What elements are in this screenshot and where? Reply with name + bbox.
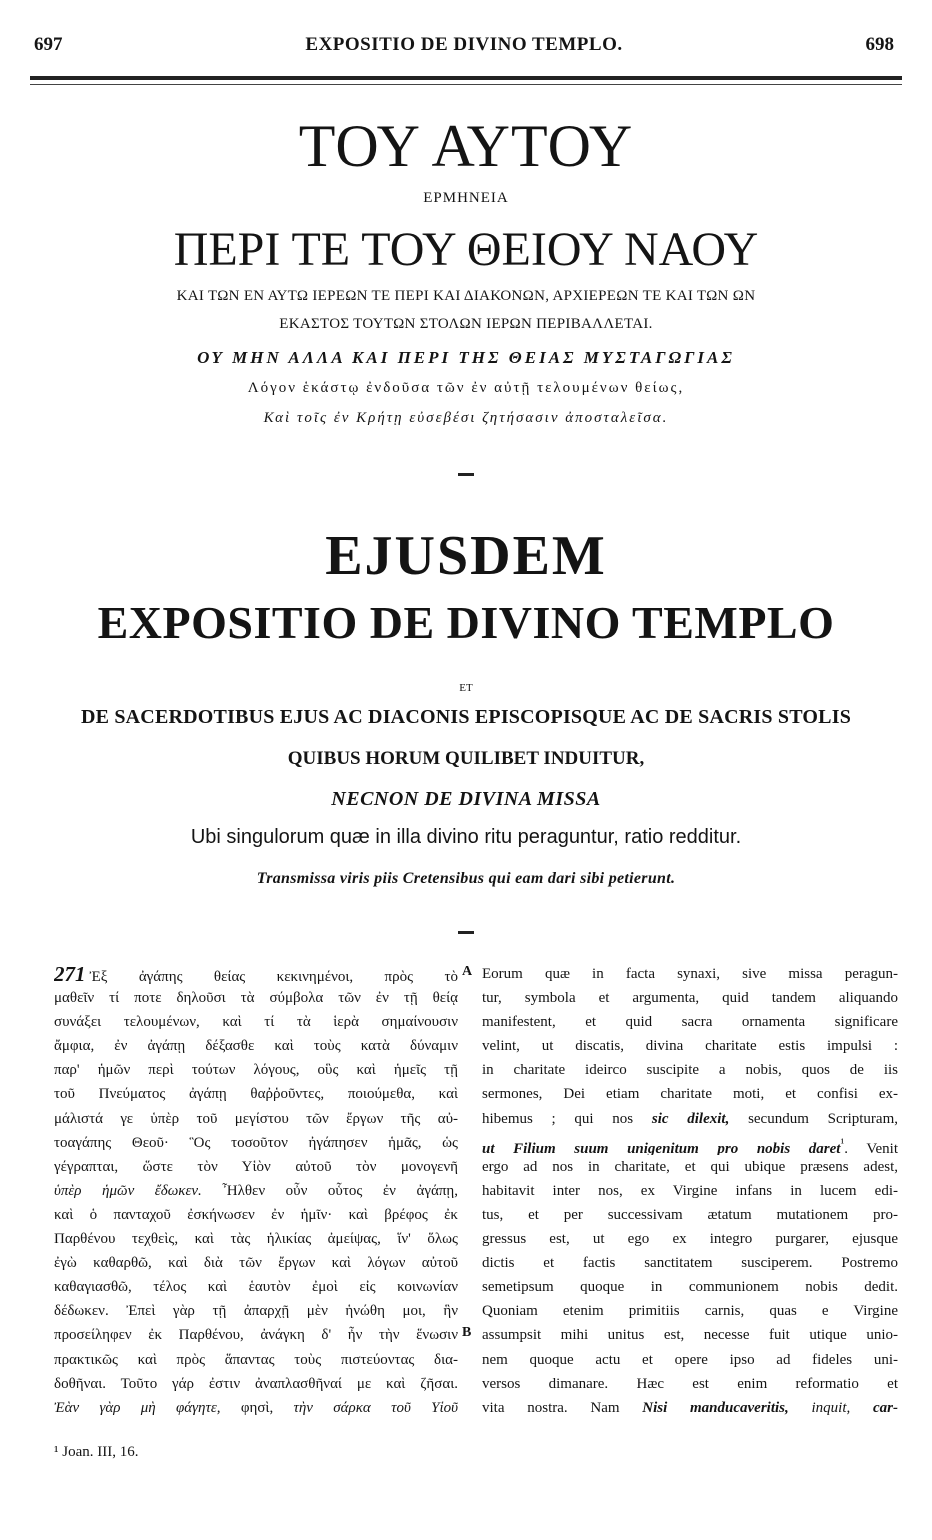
- footnote: ¹ Joan. III, 16.: [54, 1444, 139, 1460]
- text-line: ergo ad nos in charitate, et qui ubique præsens adest,: [482, 1158, 898, 1175]
- text-line: μαθεῖν τί ποτε δηλοῦσι τὰ σύμβολα τῶν ἐν τῇ θείᾳ: [54, 990, 458, 1007]
- margin-marker-b: B: [462, 1325, 472, 1340]
- text-line: δέδωκεν. Ἐπεὶ γὰρ τῇ ἀπαρχῇ μὲν ἡνώθη μοι, ἣν: [54, 1303, 458, 1320]
- text-line: Eorum quæ in facta synaxi, sive missa peragun-: [482, 966, 898, 982]
- text-line: Παρθένου τεχθεὶς, καὶ τὰς ἡλικίας ἀμείψας, ἵν' ὅλως: [54, 1231, 458, 1248]
- text-line: 271 Ἐξ ἀγάπης θείας κεκινημένοι, πρὸς τὸ: [54, 962, 458, 986]
- greek-heading-line-3: ΟΥ ΜΗΝ ΑΛΛΑ ΚΑΙ ΠΕΡΙ ΤΗΣ ΘΕΙΑΣ ΜΥΣΤΑΓΩΓΙΑΣ: [197, 348, 735, 367]
- greek-second-title: ΠΕΡΙ ΤΕ ΤΟΥ ΘΕΙΟΥ ΝΑΟΥ: [173, 223, 759, 276]
- running-title: EXPOSITIO DE DIVINO TEMPLO.: [305, 34, 623, 55]
- text-line: παρ' ἡμῶν περὶ τούτων λόγους, οὓς καὶ ἡμεῖς τῇ: [54, 1062, 458, 1079]
- latin-heading-line-5: Transmissa viris piis Cretensibus qui eam dari sibi petierunt.: [256, 870, 676, 887]
- header-rule-thin: [30, 84, 902, 85]
- latin-ejusdem-title: EJUSDEM: [325, 525, 607, 587]
- text-line: ἄμφια, ἐν ἀγάπῃ δέξασθε καὶ τοὺς κατὰ δύναμιν: [54, 1038, 458, 1055]
- text-line: Quoniam etenim primitiis carnis, quas e Virgine: [482, 1303, 898, 1320]
- text-line: πρακτικῶς καὶ πρὸς ἅπαντας τοὺς πιστεύοντας δια-: [54, 1351, 458, 1368]
- greek-heading-line-4: Λόγον ἑκάστῳ ἐνδοῦσα τῶν ἐν αὐτῇ τελουμένων θείως,: [247, 380, 685, 396]
- text-line: sermones, Dei etiam charitate moti, et confisi ex-: [482, 1086, 898, 1103]
- greek-heading-line-1: ΚΑΙ ΤΩΝ ΕΝ ΑΥΤΩ ΙΕΡΕΩΝ ΤΕ ΠΕΡΙ ΚΑΙ ΔΙΑΚΟΝΩΝ, ΑΡΧΙΕΡΕΩΝ ΤΕ ΚΑΙ ΤΩΝ ΩΝ: [176, 288, 756, 304]
- latin-heading-line-2: QUIBUS HORUM QUILIBET INDUITUR,: [287, 748, 645, 769]
- right-page-number: 698: [865, 34, 894, 55]
- latin-heading-line-3: NECNON DE DIVINA MISSA: [331, 788, 601, 810]
- text-line: καθαγιασθῶ, τέλος καὶ ἑαυτὸν ἐμοὶ εἰς κοινωνίαν: [54, 1279, 458, 1296]
- text-line: ἐγὼ καθαρθῶ, καὶ διὰ τῶν ἔργων καὶ λόγων αὐτοῦ: [54, 1255, 458, 1272]
- greek-subtitle-ermeneia: ΕΡΜΗΝΕΙΑ: [423, 190, 509, 206]
- left-page-number: 697: [34, 34, 63, 55]
- latin-et: ET: [459, 682, 473, 694]
- text-line: velint, ut discatis, divina charitate estis impulsi :: [482, 1038, 898, 1055]
- text-line: δοθῆναι. Τοῦτο γάρ ἐστιν ἀναπλασθῆναί με καὶ ζῆσαι.: [54, 1375, 458, 1392]
- text-line: gressus est, ut ego ex integro purgarer, ejusque: [482, 1231, 898, 1248]
- text-line: vita nostra. Nam Nisi manducaveritis, inquit, car-: [482, 1399, 898, 1416]
- text-line: assumpsit mihi unitus est, necesse fuit utique unio-: [482, 1327, 898, 1344]
- text-line: semetipsum quoque in communionem nobis dedit.: [482, 1279, 898, 1296]
- text-line: συνάξει τελουμένων, καὶ τί τὰ ἱερὰ σημαίνουσιν: [54, 1014, 458, 1031]
- text-line: in charitate ideirco suscipite a nobis, quos de iis: [482, 1062, 898, 1079]
- margin-marker-a: A: [462, 964, 473, 979]
- text-line: τοῦ Πνεύματος ἀγάπῃ θαῤῥοῦντες, ποιούμεθα, καὶ: [54, 1086, 458, 1103]
- paragraph-number: 271: [54, 962, 86, 986]
- text-line: Ἐὰν γὰρ μὴ φάγητε, φησὶ, τὴν σάρκα τοῦ Υἱοῦ: [54, 1399, 458, 1416]
- latin-heading-line-1: DE SACERDOTIBUS EJUS AC DIACONIS EPISCOPISQUE AC DE SACRIS STOLIS: [80, 706, 852, 728]
- text-line: manifestent, et quid sacra ornamenta significare: [482, 1014, 898, 1031]
- text-line: ut Filium suum unigenitum pro nobis daret$^{^1}$. Venit: [482, 1135, 898, 1155]
- latin-text-column: [482, 962, 898, 1420]
- text-line: nem quoque actu et opere ipso ad fideles uni-: [482, 1351, 898, 1368]
- text-line: habitavit inter nos, ex Virgine infans in lucem edi-: [482, 1182, 898, 1199]
- text-line: καὶ ὁ πανταχοῦ ἐσκήνωσεν ἐν ἡμῖν· καὶ βρέφος ἐκ: [54, 1206, 458, 1223]
- text-line: τοαγάπης Θεοῦ· Ὃς τοσοῦτον ἠγάπησεν ἡμᾶς, ὡς: [54, 1134, 458, 1151]
- section-dash: [458, 473, 474, 476]
- text-line: dictis et factis sanctitatem susciperem. Postremo: [482, 1255, 898, 1272]
- greek-heading-line-5: Καὶ τοῖς ἐν Κρήτῃ εὐσεβέσι ζητήσασιν ἀποσταλεῖσα.: [263, 410, 669, 426]
- text-line: μάλιστά γε ὑπὲρ τοῦ μεγίστου τῶν ἔργων τῆς αὐ-: [54, 1110, 458, 1127]
- running-head: [34, 34, 894, 60]
- text-line: ὑπὲρ ἡμῶν ἔδωκεν. Ἦλθεν οὖν οὗτος ἐν ἀγάπῃ,: [54, 1182, 458, 1199]
- text-line: hibemus ; qui nos sic dilexit, secundum Scripturam,: [482, 1110, 898, 1127]
- text-line: tur, symbola et argumenta, quid tandem aliquando: [482, 990, 898, 1007]
- footnote-ref: ¹: [840, 1135, 845, 1150]
- section-dash: [458, 931, 474, 934]
- latin-main-title: EXPOSITIO DE DIVINO TEMPLO: [97, 597, 835, 648]
- latin-heading-line-4: Ubi singulorum quæ in illa divino ritu peraguntur, ratio redditur.: [190, 826, 742, 848]
- text-line: προσείληφεν ἐκ Παρθένου, ἀνάγκη δ' ἦν τὴν ἕνωσιν: [54, 1327, 458, 1344]
- text-line: γέγραπται, ὥστε τὸν Υἱὸν αὐτοῦ τὸν μονογενῆ: [54, 1158, 458, 1175]
- header-rule-thick: [30, 76, 902, 80]
- greek-heading-line-2: ΕΚΑΣΤΟΣ ΤΟΥΤΩΝ ΣΤΟΛΩΝ ΙΕΡΩΝ ΠΕΡΙΒΑΛΛΕΤΑΙ.: [279, 316, 653, 332]
- greek-main-title: ΤΟΥ ΑΥΤΟΥ: [298, 113, 634, 179]
- text-line: tus, et per successivam ætatum mutationem pro-: [482, 1206, 898, 1223]
- text-line: versos dimanare. Hæc est enim reformatio et: [482, 1375, 898, 1392]
- greek-text-column: [54, 962, 458, 1420]
